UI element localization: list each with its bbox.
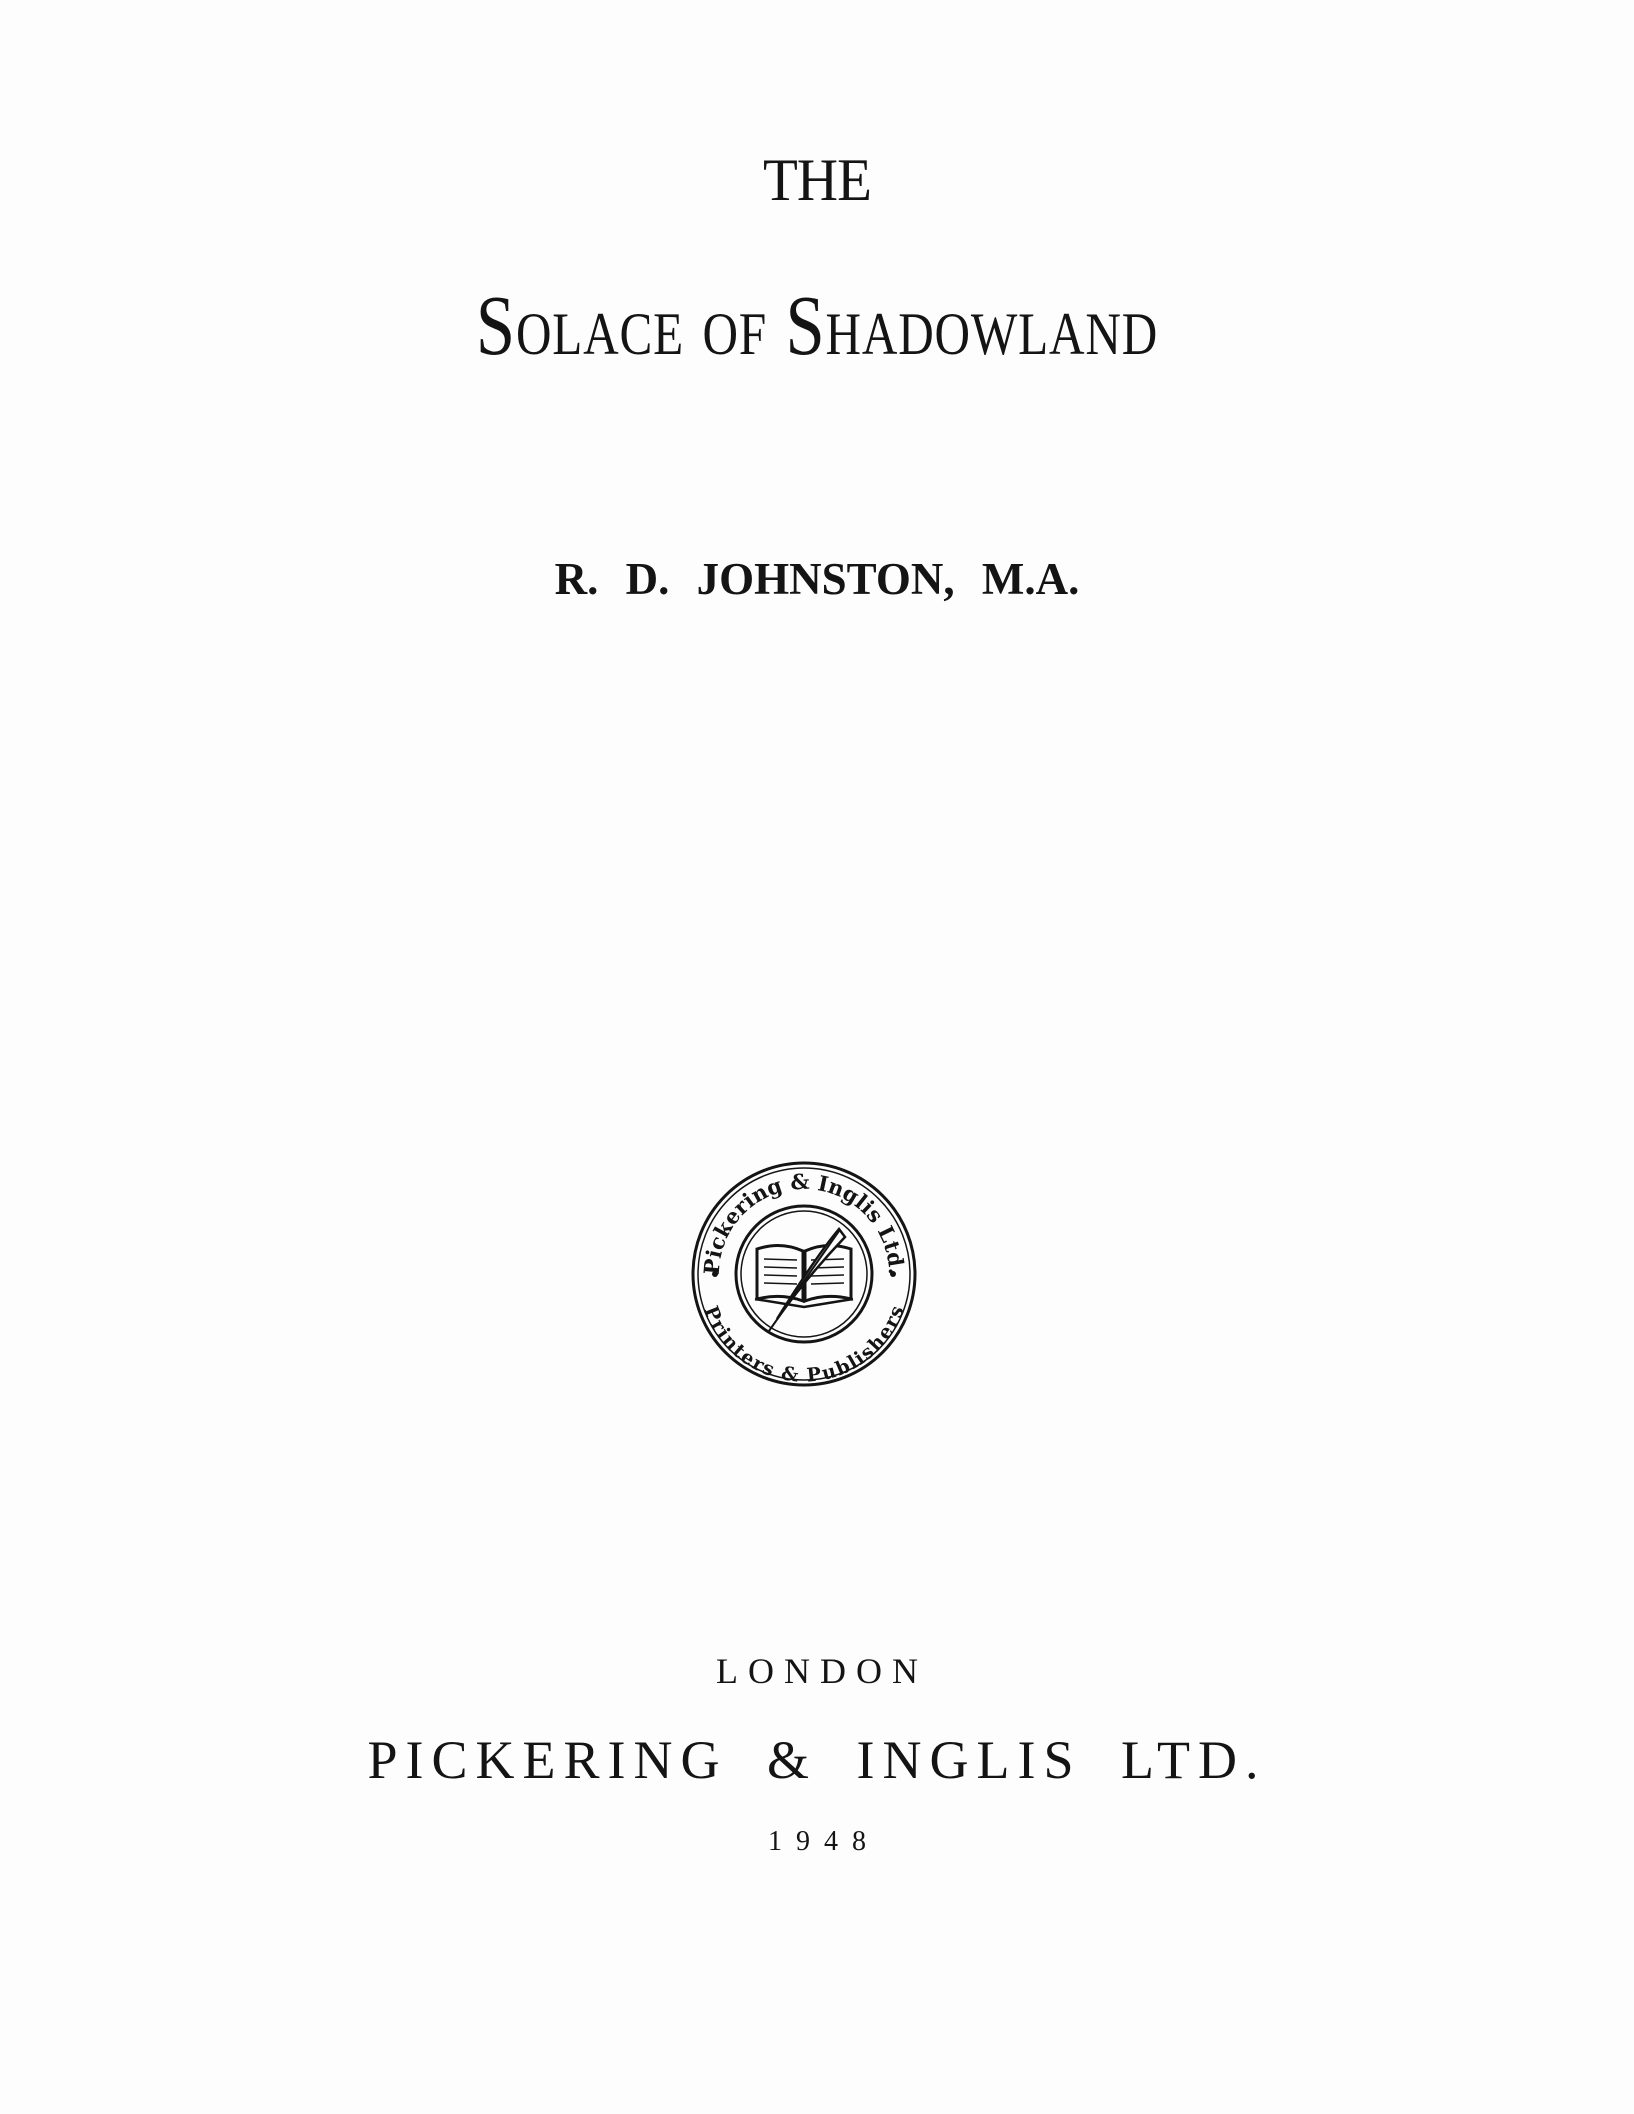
imprint-city: LONDON bbox=[716, 1651, 928, 1691]
title-prefix: THE bbox=[763, 147, 871, 213]
author-name: R. D. JOHNSTON, M.A. bbox=[554, 554, 1080, 604]
imprint-publisher: PICKERING & INGLIS LTD. bbox=[367, 1730, 1267, 1790]
book-title: Solace of Shadowland bbox=[475, 277, 1159, 373]
publisher-seal-icon bbox=[689, 1159, 919, 1389]
seal-bottom-text: Printers & Publishers bbox=[699, 1302, 909, 1387]
seal-top-text: Pickering & Inglis Ltd. bbox=[698, 1168, 910, 1276]
imprint-year: 1948 bbox=[768, 1826, 880, 1857]
